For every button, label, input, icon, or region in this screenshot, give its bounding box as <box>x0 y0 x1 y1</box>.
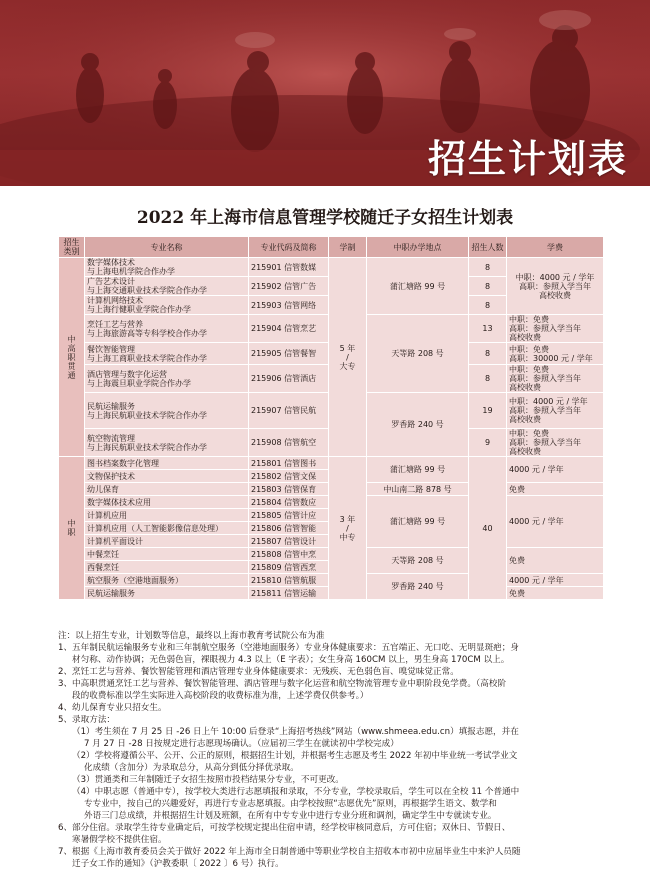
fee-cell: 中职：免费 高职：参照入学当年 高校收费 <box>507 315 604 343</box>
major-name: 计算机应用（人工智能影像信息处理） <box>85 522 249 535</box>
major-code: 215805 信管计应 <box>249 509 329 522</box>
header-major: 专业名称 <box>85 237 249 258</box>
fee-cell: 中职：免费 高职：30000 元 / 学年 <box>507 343 604 365</box>
location-cell: 蒲汇塘路 99 号 <box>367 258 469 315</box>
major-name: 计算机网络技术 与上海行健职业学院合作办学 <box>85 296 249 315</box>
major-name: 广告艺术设计 与上海交通职业技术学院合作办学 <box>85 277 249 296</box>
fee-cell: 4000 元 / 学年 <box>507 457 604 483</box>
note-line: 段的收费标准以学生实际进入高校阶段的收费标准为准，上述学费仅供参考。） <box>72 691 369 701</box>
note-line: （4）中职志愿（普通中专），按学校大类进行志愿填报和录取，不分专业，学校录取后，学生可以在全校 11 个普通中 <box>72 787 520 797</box>
count-cell: 9 <box>469 429 507 457</box>
fee-cell: 4000 元 / 学年 <box>507 496 604 548</box>
major-code: 215801 信管图书 <box>249 457 329 470</box>
note-line: 化成绩（含加分）为录取总分，从高分到低分择优录取。 <box>84 763 299 773</box>
note-line: 迁子女工作的通知》（沪教委职〔 2022 〕6 号）执行。 <box>72 859 284 869</box>
major-code: 215806 信管智能 <box>249 522 329 535</box>
count-cell: 8 <box>469 296 507 315</box>
header-banner <box>0 0 650 186</box>
category-cell: 中职 <box>59 457 85 600</box>
major-name: 数字媒体技术 与上海电机学院合作办学 <box>85 258 249 277</box>
major-name: 数字媒体技术应用 <box>85 496 249 509</box>
major-code: 215902 信管广告 <box>249 277 329 296</box>
notes-section <box>58 630 618 870</box>
duration-cell: 5 年 / 大专 <box>329 258 367 457</box>
note-line: （1）考生须在 7 月 25 日 -26 日上午 10:00 后登录“上海招考热线”网站（www.shmeea.edu.cn）填报志愿，并在 <box>72 727 519 737</box>
major-name: 计算机应用 <box>85 509 249 522</box>
location-cell: 中山南二路 878 号 <box>367 483 469 496</box>
location-cell: 天等路 208 号 <box>367 548 469 574</box>
major-code: 215811 信管运输 <box>249 587 329 600</box>
count-cell: 8 <box>469 258 507 277</box>
note-line: 4、幼儿保育专业只招女生。 <box>58 703 167 713</box>
major-code: 215903 信管网络 <box>249 296 329 315</box>
major-code: 215803 信管保育 <box>249 483 329 496</box>
note-line: 1、五年制民航运输服务专业和三年制航空服务（空港地面服务）专业身体健康要求：五官端正、无口吃、无明显斑疤；身 <box>58 643 519 653</box>
major-code: 215908 信管航空 <box>249 429 329 457</box>
major-code: 215904 信管烹艺 <box>249 315 329 343</box>
note-line: 外语三门总成绩，并根据招生计划及班额，在所有中专专业中进行专业分班和调剂，确定学生中专就读专业。 <box>84 811 497 821</box>
table-row <box>59 457 604 470</box>
note-line: 注：以上招生专业，计划数等信息，最终以上海市教育考试院公布为准 <box>58 631 325 641</box>
major-name: 西餐烹饪 <box>85 561 249 574</box>
count-cell: 8 <box>469 365 507 393</box>
major-code: 215802 信管文保 <box>249 470 329 483</box>
count-cell: 40 <box>469 457 507 600</box>
note-line: （3）贯通类和三年制随迁子女招生按照市投档结果分专业，不可更改。 <box>72 775 344 785</box>
enrollment-plan-table <box>58 236 604 600</box>
header-code: 专业代码及简称 <box>249 237 329 258</box>
category-cell: 中高职贯通 <box>59 258 85 457</box>
major-name: 航空物流管理 与上海民航职业技术学院合作办学 <box>85 429 249 457</box>
major-name: 民航运输服务 <box>85 587 249 600</box>
major-code: 215810 信管航服 <box>249 574 329 587</box>
major-name: 中餐烹饪 <box>85 548 249 561</box>
major-code: 215807 信管设计 <box>249 535 329 548</box>
header-location: 中职办学地点 <box>367 237 469 258</box>
location-cell: 罗香路 240 号 <box>367 574 469 600</box>
major-code: 215905 信管餐智 <box>249 343 329 365</box>
note-line: 6、部分住宿。录取学生待专业确定后，可按学校规定提出住宿申请，经学校审核同意后，方可住宿；双休日、节假日、 <box>58 823 511 833</box>
count-cell: 8 <box>469 277 507 296</box>
header-count: 招生人数 <box>469 237 507 258</box>
fee-cell: 免费 <box>507 483 604 496</box>
note-line: 寒暑假学校不提供住宿。 <box>72 835 167 845</box>
major-name: 图书档案数字化管理 <box>85 457 249 470</box>
major-code: 215907 信管民航 <box>249 393 329 429</box>
fee-cell: 中职：免费 高职：参照入学当年 高校收费 <box>507 429 604 457</box>
fee-cell: 中职：4000 元 / 学年 高职：参照入学当年 高校收费 <box>507 393 604 429</box>
note-line: 专专业中，按自己的兴趣爱好，再进行专业志愿填报。由学校按照“志愿优先”原则，再根据学生语文、数学和 <box>84 799 497 809</box>
banner-title: 招生计划表 <box>427 136 628 181</box>
location-cell: 蒲汇塘路 99 号 <box>367 496 469 548</box>
major-name: 烹饪工艺与营养 与上海旅游高等专科学校合作办学 <box>85 315 249 343</box>
major-name: 文物保护技术 <box>85 470 249 483</box>
major-code: 215804 信管数应 <box>249 496 329 509</box>
duration-cell: 3 年 / 中专 <box>329 457 367 600</box>
table-row <box>59 258 604 277</box>
header-category: 招生 类别 <box>59 237 85 258</box>
count-cell: 13 <box>469 315 507 343</box>
fee-cell: 免费 <box>507 548 604 574</box>
table-header-row <box>59 237 604 258</box>
major-code: 215808 信管中烹 <box>249 548 329 561</box>
note-line: 3、中高职贯通烹饪工艺与营养、餐饮智能管理、酒店管理与数字化运营和航空物流管理专业中职阶段免学费。（高校阶 <box>58 679 507 689</box>
major-code: 215901 信管数媒 <box>249 258 329 277</box>
note-line: 5、录取方法： <box>58 715 116 725</box>
note-line: 7 月 27 日 -28 日按规定进行志愿现场确认。（应届初三学生在就读初中学校完成） <box>84 739 399 749</box>
note-line: （2）学校将遵循公平、公开、公正的原则，根据招生计划，并根据考生志愿及考生 2022 年初中毕业统一考试学业文 <box>72 751 518 761</box>
major-code: 215809 信管西烹 <box>249 561 329 574</box>
header-duration: 学制 <box>329 237 367 258</box>
major-name: 航空服务（空港地面服务） <box>85 574 249 587</box>
fee-cell: 免费 <box>507 587 604 600</box>
note-line: 材匀称、动作协调；无色弱色盲，裸眼视力 4.3 以上（E 字表）；女生身高 160CM 以上，男生身高 170CM 以上。 <box>72 655 510 665</box>
major-name: 餐饮智能管理 与上海工商职业技术学院合作办学 <box>85 343 249 365</box>
major-name: 计算机平面设计 <box>85 535 249 548</box>
page-title: 2022 年上海市信息管理学校随迁子女招生计划表 <box>136 208 514 228</box>
note-line: 7、根据《上海市教育委员会关于做好 2022 年上海市全日制普通中等职业学校自主招收本市初中应届毕业生中来沪人员随 <box>58 847 521 857</box>
major-name: 酒店管理与数字化运营 与上海震旦职业学院合作办学 <box>85 365 249 393</box>
location-cell: 天等路 208 号 <box>367 315 469 393</box>
location-cell: 蒲汇塘路 99 号 <box>367 457 469 483</box>
major-name: 幼儿保育 <box>85 483 249 496</box>
major-code: 215906 信管酒店 <box>249 365 329 393</box>
fee-cell: 中职：免费 高职：参照入学当年 高校收费 <box>507 365 604 393</box>
count-cell: 8 <box>469 343 507 365</box>
note-line: 2、烹饪工艺与营养、餐饮智能管理和酒店管理专业身体健康要求：无残疾、无色弱色盲、嗅觉味觉正常。 <box>58 667 459 677</box>
fee-cell: 4000 元 / 学年 <box>507 574 604 587</box>
location-cell: 罗香路 240 号 <box>367 393 469 457</box>
major-name: 民航运输服务 与上海民航职业技术学院合作办学 <box>85 393 249 429</box>
fee-cell: 中职：4000 元 / 学年 高职：参照入学当年 高校收费 <box>507 258 604 315</box>
header-fee: 学费 <box>507 237 604 258</box>
count-cell: 19 <box>469 393 507 429</box>
